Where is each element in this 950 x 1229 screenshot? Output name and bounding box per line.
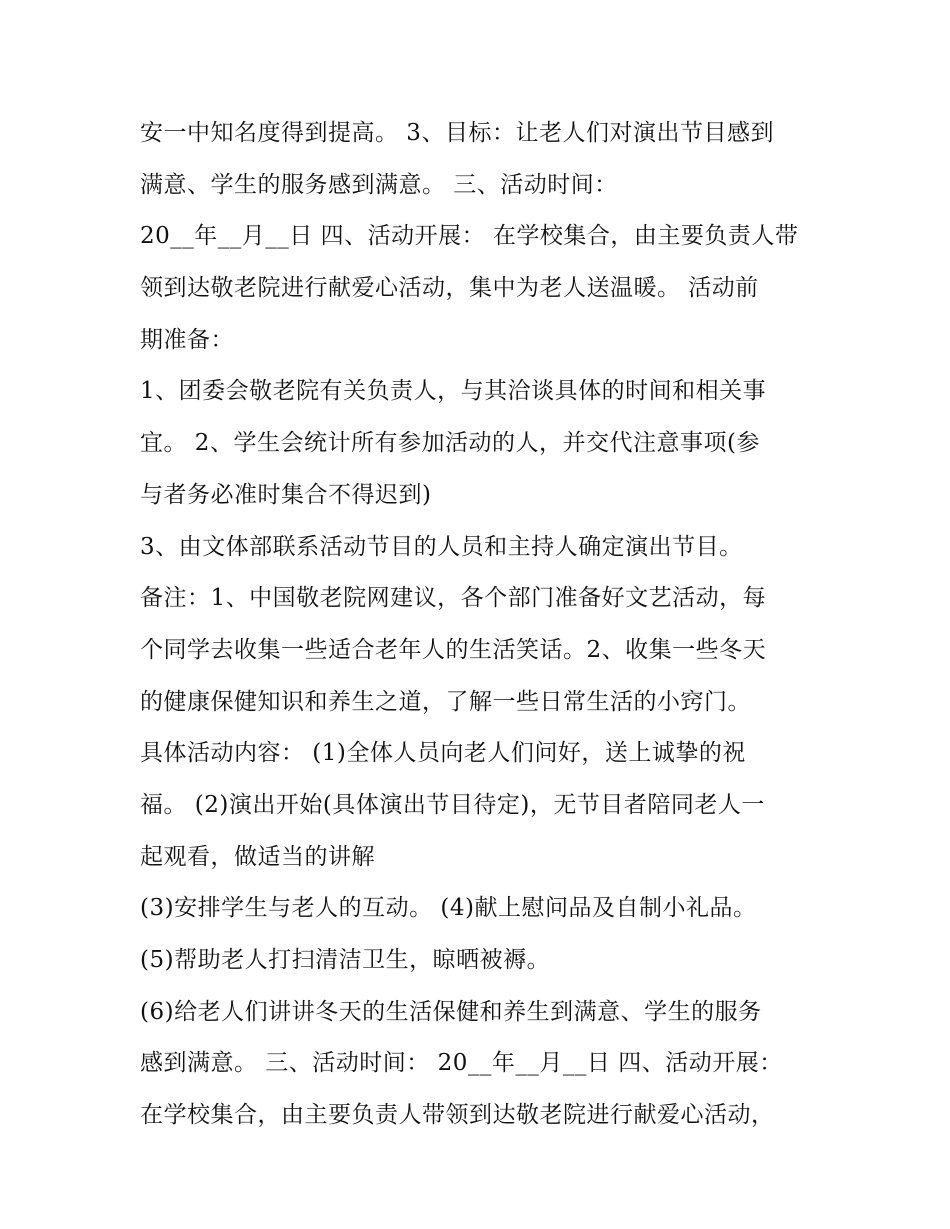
text-line: 福。 (2)演出开始(具体演出节目待定)，无节目者陪同老人一 bbox=[140, 791, 765, 818]
text-line: 备注：1、中国敬老院网建议，各个部门准备好文艺活动，每 bbox=[140, 585, 767, 612]
text-line: 与者务必准时集合不得迟到) bbox=[140, 481, 432, 508]
text-line: 1、团委会敬老院有关负责人，与其洽谈具体的时间和相关事 bbox=[140, 378, 767, 405]
text-line: (5)帮助老人打扫清洁卫生，晾晒被褥。 bbox=[140, 947, 551, 973]
text-line: 具体活动内容： (1)全体人员向老人们问好，送上诚挚的祝 bbox=[140, 740, 746, 767]
text-line: 满意、学生的服务感到满意。 三、活动时间： bbox=[140, 171, 618, 198]
text-line: (6)给老人们讲讲冬天的生活保健和养生到满意、学生的服务 bbox=[140, 998, 762, 1025]
text-line: 感到满意。 三、活动时间： 20__年__月__日 四、活动开展： bbox=[140, 1050, 783, 1077]
text-line: 20__年__月__日 四、活动开展： 在学校集合，由主要负责人带 bbox=[140, 223, 799, 250]
text-line: 领到达敬老院进行献爱心活动，集中为老人送温暖。 活动前 bbox=[140, 275, 759, 302]
text-line: 安一中知名度得到提高。 3、目标：让老人们对演出节目感到 bbox=[140, 120, 774, 146]
text-line: (3)安排学生与老人的互动。 (4)献上慰问品及自制小礼品。 bbox=[140, 895, 757, 922]
text-line: 起观看，做适当的讲解 bbox=[140, 843, 375, 870]
text-line: 在学校集合，由主要负责人带领到达敬老院进行献爱心活动， bbox=[140, 1102, 775, 1129]
text-line: 个同学去收集一些适合老年人的生活笑话。2、收集一些冬天 bbox=[140, 636, 767, 663]
text-line: 的健康保健知识和养生之道，了解一些日常生活的小窍门。 bbox=[140, 688, 751, 715]
text-line: 3、由文体部联系活动节目的人员和主持人确定演出节目。 bbox=[140, 533, 743, 560]
text-line: 宜。 2、学生会统计所有参加活动的人，并交代注意事项(参 bbox=[140, 430, 760, 457]
document-body bbox=[140, 108, 810, 1142]
text-line: 期准备： bbox=[140, 326, 234, 353]
